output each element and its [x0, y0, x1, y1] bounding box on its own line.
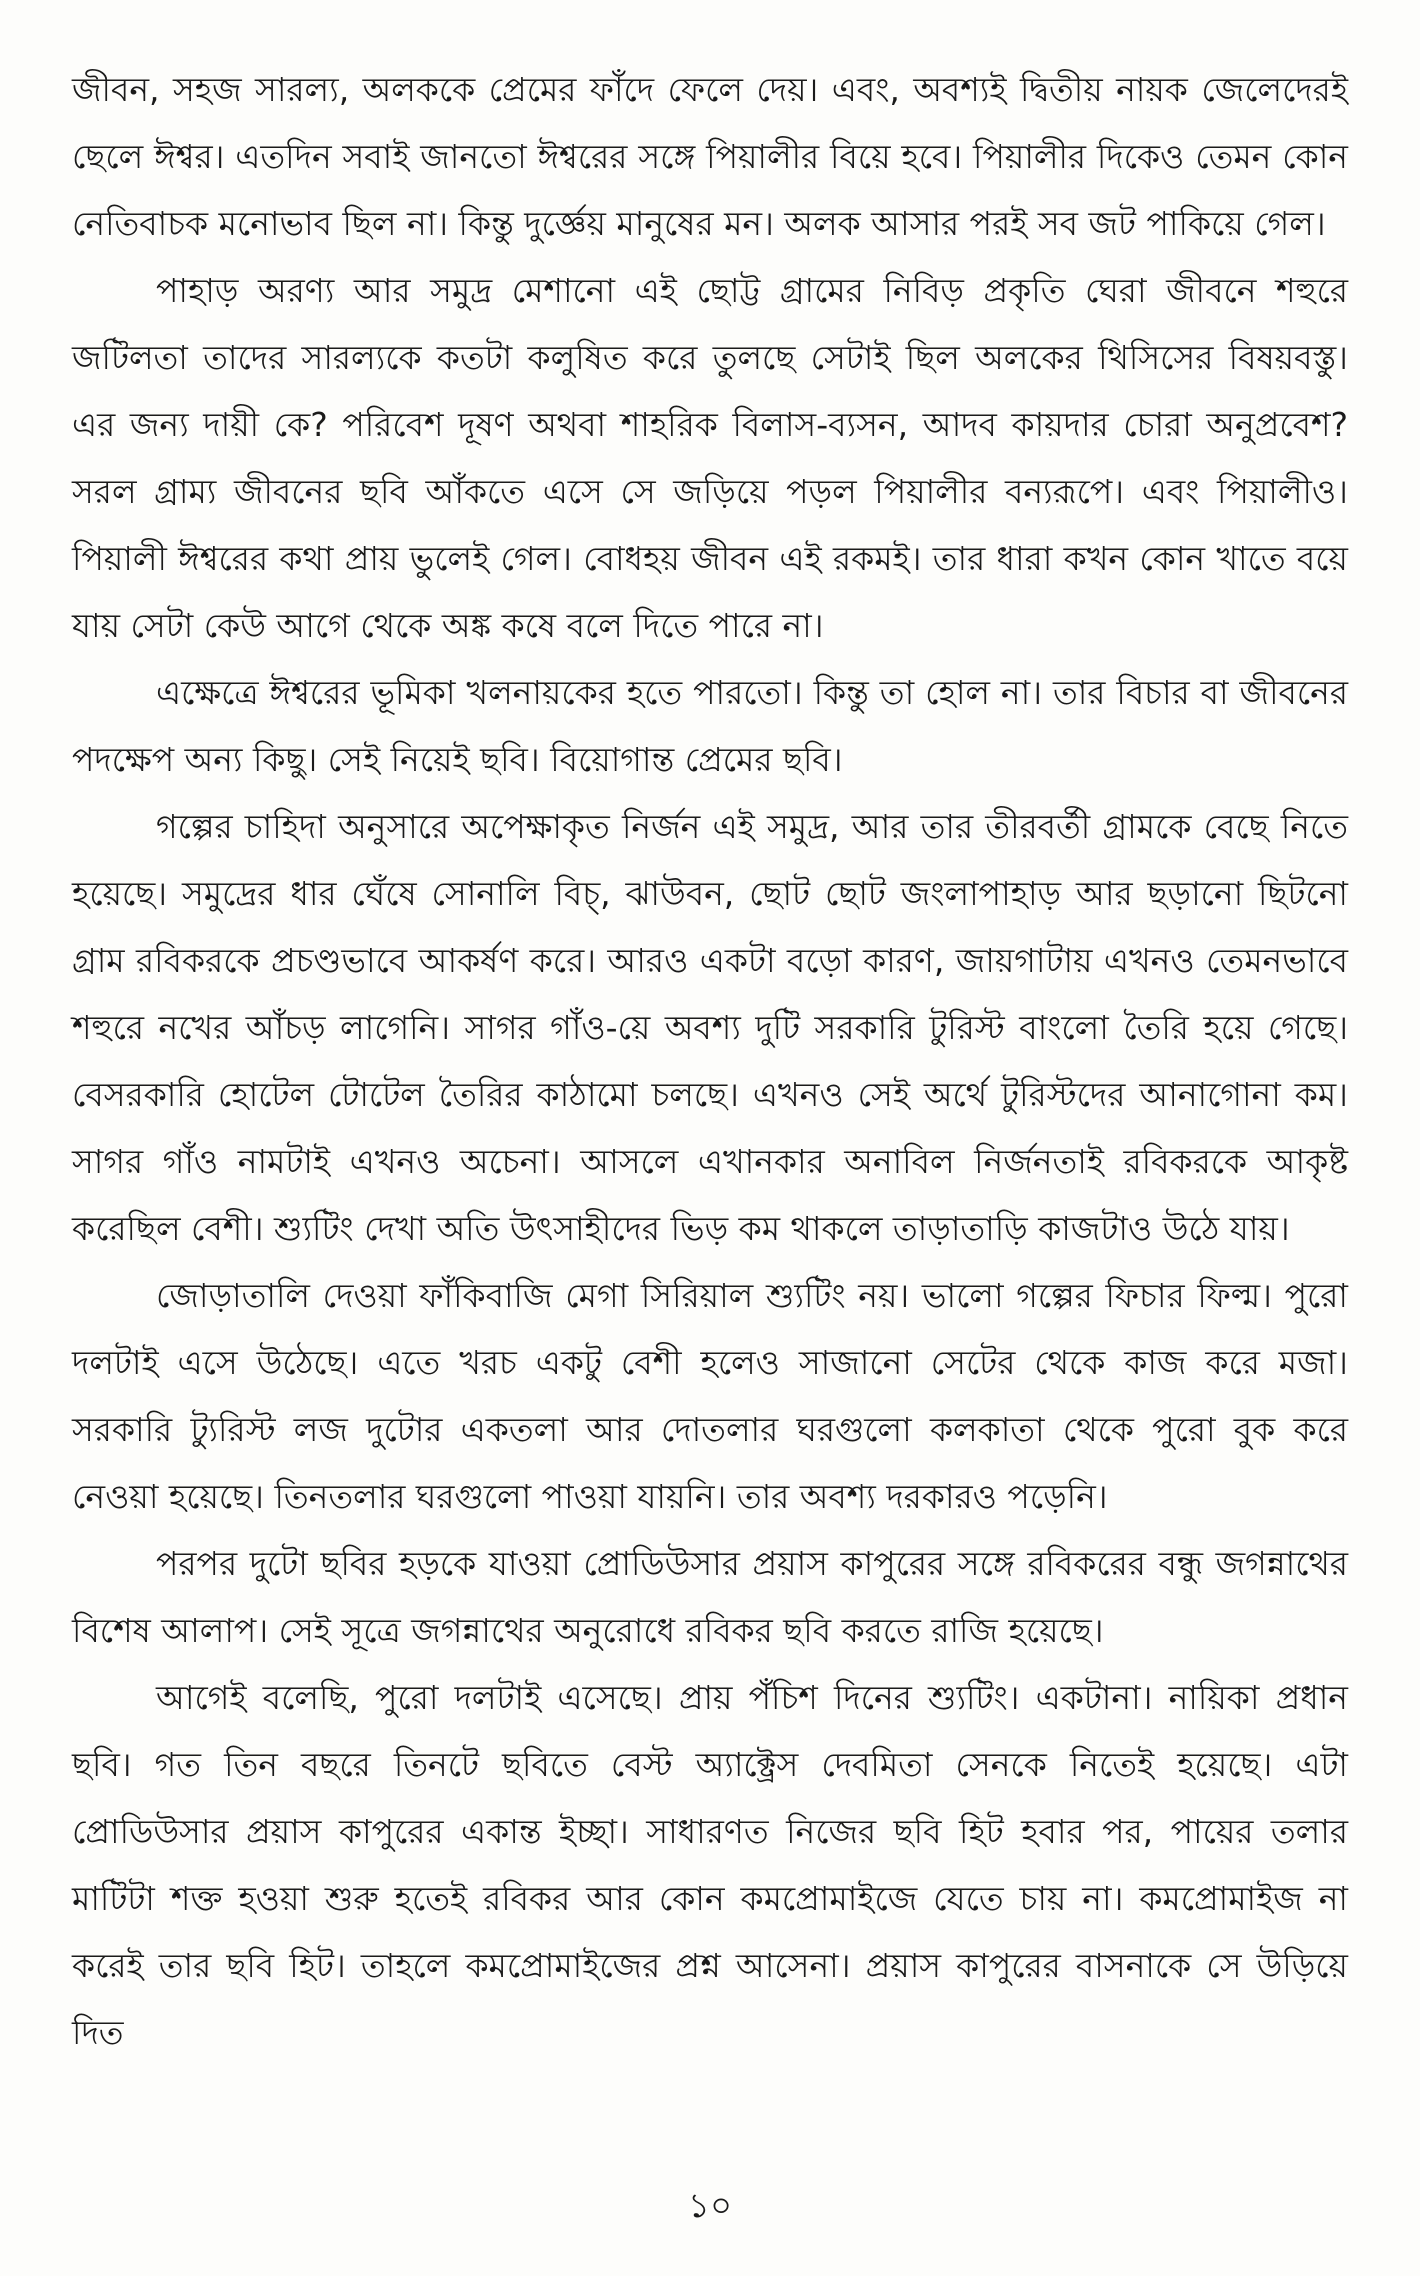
paragraph-3: এক্ষেত্রে ঈশ্বরের ভূমিকা খলনায়কের হতে পারতো। কিন্তু তা হোল না। তার বিচার বা জীবনের পদক্ষেপ অন্য কিছু। সেই নিয়েই ছবি। বিয়োগান্ত প্রেমের ছবি। [72, 673, 1348, 779]
paragraph-1: জীবন, সহজ সারল্য, অলককে প্রেমের ফাঁদে ফেলে দেয়। এবং, অবশ্যই দ্বিতীয় নায়ক জেলেদেরই ছেলে ঈশ্বর। এতদিন সবাই জানতো ঈশ্বরের সঙ্গে পিয়ালীর বিয়ে হবে। পিয়ালীর দিকেও তেমন কোন নেতিবাচক মনোভাব ছিল না। কিন্তু দুর্জ্ঞেয় মানুষের মন। অলক আসার পরই সব জট পাকিয়ে গেল। [72, 70, 1348, 243]
paragraph-5: জোড়াতালি দেওয়া ফাঁকিবাজি মেগা সিরিয়াল শ্যুটিং নয়। ভালো গল্পের ফিচার ফিল্ম। পুরো দলটাই এসে উঠেছে। এতে খরচ একটু বেশী হলেও সাজানো সেটের থেকে কাজ করে মজা। সরকারি ট্যুরিস্ট লজ দুটোর একতলা আর দোতলার ঘরগুলো কলকাতা থেকে পুরো বুক করে নেওয়া হয়েছে। তিনতলার ঘরগুলো পাওয়া যায়নি। তার অবশ্য দরকারও পড়েনি। [72, 1276, 1348, 1516]
paragraph-6: পরপর দুটো ছবির হড়কে যাওয়া প্রোডিউসার প্রয়াস কাপুরের সঙ্গে রবিকরের বন্ধু জগন্নাথের বিশেষ আলাপ। সেই সূত্রে জগন্নাথের অনুরোধে রবিকর ছবি করতে রাজি হয়েছে। [72, 1544, 1348, 1650]
paragraph-2: পাহাড় অরণ্য আর সমুদ্র মেশানো এই ছোট্ট গ্রামের নিবিড় প্রকৃতি ঘেরা জীবনে শহুরে জটিলতা তাদের সারল্যকে কতটা কলুষিত করে তুলছে সেটাই ছিল অলকের থিসিসের বিষয়বস্তু। এর জন্য দায়ী কে? পরিবেশ দূষণ অথবা শাহরিক বিলাস-ব্যসন, আদব কায়দার চোরা অনুপ্রবেশ? সরল গ্রাম্য জীবনের ছবি আঁকতে এসে সে জড়িয়ে পড়ল পিয়ালীর বন্যরূপে। এবং পিয়ালীও। পিয়ালী ঈশ্বরের কথা প্রায় ভুলেই গেল। বোধহয় জীবন এই রকমই। তার ধারা কখন কোন খাতে বয়ে যায় সেটা কেউ আগে থেকে অঙ্ক কষে বলে দিতে পারে না। [72, 271, 1348, 645]
paragraph-7: আগেই বলেছি, পুরো দলটাই এসেছে। প্রায় পঁচিশ দিনের শ্যুটিং। একটানা। নায়িকা প্রধান ছবি। গত তিন বছরে তিনটে ছবিতে বেস্ট অ্যাক্ট্রেস দেবমিতা সেনকে নিতেই হয়েছে। এটা প্রোডিউসার প্রয়াস কাপুরের একান্ত ইচ্ছা। সাধারণত নিজের ছবি হিট হবার পর, পায়ের তলার মাটিটা শক্ত হওয়া শুরু হতেই রবিকর আর কোন কমপ্রোমাইজে যেতে চায় না। কমপ্রোমাইজ না করেই তার ছবি হিট। তাহলে কমপ্রোমাইজের প্রশ্ন আসেনা। প্রয়াস কাপুরের বাসনাকে সে উড়িয়ে দিত [72, 1678, 1348, 2052]
paragraph-4: গল্পের চাহিদা অনুসারে অপেক্ষাকৃত নির্জন এই সমুদ্র, আর তার তীরবর্তী গ্রামকে বেছে নিতে হয়েছে। সমুদ্রের ধার ঘেঁষে সোনালি বিচ্, ঝাউবন, ছোট ছোট জংলাপাহাড় আর ছড়ানো ছিটনো গ্রাম রবিকরকে প্রচণ্ডভাবে আকর্ষণ করে। আরও একটা বড়ো কারণ, জায়গাটায় এখনও তেমনভাবে শহুরে নখের আঁচড় লাগেনি। সাগর গাঁও-য়ে অবশ্য দুটি সরকারি টুরিস্ট বাংলো তৈরি হয়ে গেছে। বেসরকারি হোটেল টোটেল তৈরির কাঠামো চলছে। এখনও সেই অর্থে টুরিস্টদের আনাগোনা কম। সাগর গাঁও নামটাই এখনও অচেনা। আসলে এখানকার অনাবিল নির্জনতাই রবিকরকে আকৃষ্ট করেছিল বেশী। শ্যুটিং দেখা অতি উৎসাহীদের ভিড় কম থাকলে তাড়াতাড়ি কাজটাও উঠে যায়। [72, 807, 1348, 1248]
page-body-text [72, 56, 1348, 2066]
page-number: ১০ [687, 2186, 733, 2226]
